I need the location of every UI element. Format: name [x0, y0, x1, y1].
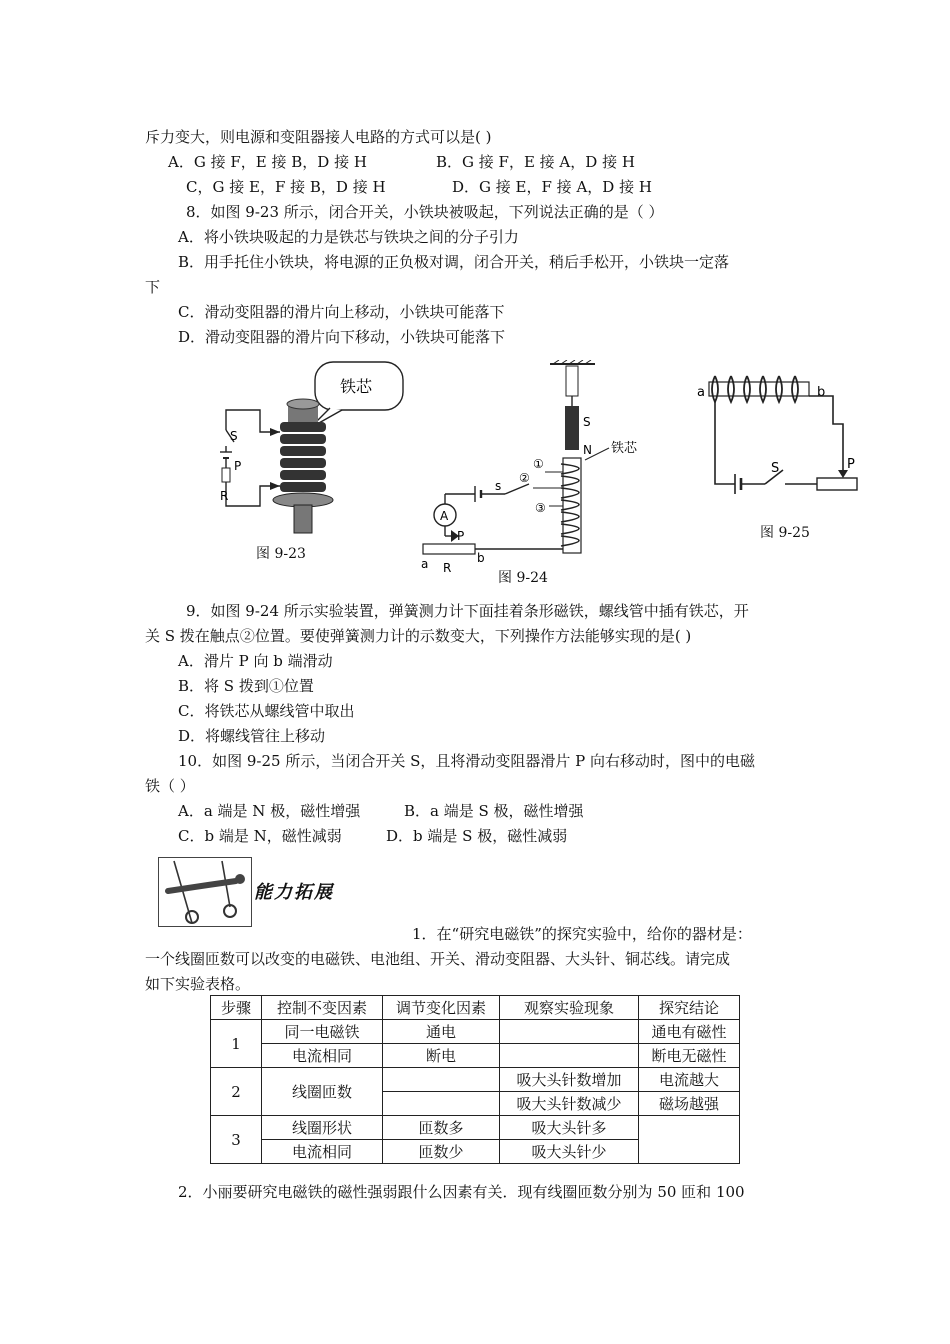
fig23-caption: 图 9-23 [256, 546, 306, 562]
q8-option-b: B．用手托住小铁块，将电源的正负极对调，闭合开关，稍后手松开，小铁块一定落 [178, 253, 730, 271]
q7-intro: 斥力变大，则电源和变阻器接人电路的方式可以是( ) [145, 128, 492, 146]
figure-9-24 [415, 360, 655, 575]
q10-option-a: A．a 端是 N 极，磁性增强 [178, 802, 361, 820]
q10-option-c: C．b 端是 N，磁性减弱 [178, 827, 342, 845]
gymnast-icon [158, 857, 252, 927]
row2-adjust-a[interactable] [383, 1068, 500, 1092]
q10-stem: 10．如图 9-25 所示，当闭合开关 S，且将滑动变阻器滑片 P 向右移动时，图中的电磁 [178, 752, 755, 770]
row2-observe-b: 吸大头针数减少 [500, 1092, 639, 1116]
fig25-label-s: S [771, 461, 780, 476]
fig24-label-p: P [457, 529, 465, 543]
q9-option-c: C．将铁芯从螺线管中取出 [178, 702, 355, 720]
row3-adjust-a: 匝数多 [383, 1116, 500, 1140]
q9-option-d: D．将螺线管往上移动 [178, 727, 326, 745]
row1-adjust-b: 断电 [383, 1044, 500, 1068]
row2-adjust-b[interactable] [383, 1092, 500, 1116]
fig24-label-core: 铁芯 [611, 441, 638, 456]
table-row [211, 1044, 740, 1068]
table-row [211, 1068, 740, 1092]
row3-control-a: 线圈形状 [262, 1116, 383, 1140]
q8-option-c: C．滑动变阻器的滑片向上移动，小铁块可能落下 [178, 303, 505, 321]
q9-option-b: B．将 S 拨到①位置 [178, 677, 314, 695]
section-title: 能力拓展 [254, 882, 334, 903]
header-conclusion: 探究结论 [639, 996, 740, 1020]
row2-conclusion-a: 电流越大 [639, 1068, 740, 1092]
header-observe: 观察实验现象 [500, 996, 639, 1020]
ext1-line3: 如下实验表格。 [145, 975, 251, 993]
fig25-caption: 图 9-25 [760, 525, 810, 541]
header-step: 步骤 [211, 996, 262, 1020]
fig25-label-p: P [847, 457, 855, 472]
q8-option-d: D．滑动变阻器的滑片向下移动，小铁块可能落下 [178, 328, 506, 346]
row3-observe-b: 吸大头针少 [500, 1140, 639, 1164]
figure-9-25 [695, 360, 870, 500]
row3-step: 3 [211, 1116, 262, 1164]
row2-step: 2 [211, 1068, 262, 1116]
fig25-label-b: b [817, 385, 826, 400]
ext2-line1: 2．小丽要研究电磁铁的磁性强弱跟什么因素有关．现有线圈匝数分别为 50 匝和 100 [178, 1183, 745, 1201]
row1-control-a: 同一电磁铁 [262, 1020, 383, 1044]
q8-option-a: A．将小铁块吸起的力是铁芯与铁块之间的分子引力 [178, 228, 519, 246]
fig24-contact-1: ① [533, 457, 544, 471]
figure-9-23 [210, 360, 410, 550]
fig24-contact-2: ② [519, 471, 530, 485]
fig24-switch-s: s [495, 479, 502, 493]
q7-option-a: A．G 接 F，E 接 B，D 接 H [168, 153, 367, 171]
fig23-bubble-label: 铁芯 [340, 377, 373, 396]
fig24-ammeter: A [440, 509, 449, 523]
fig24-label-s: S [583, 415, 591, 429]
q10-option-d: D．b 端是 S 极，磁性减弱 [386, 827, 568, 845]
fig23-label-s: S [230, 429, 238, 443]
q10-stem-cont: 铁（ ） [145, 777, 195, 795]
experiment-table [210, 995, 740, 1164]
row1-conclusion-b: 断电无磁性 [639, 1044, 740, 1068]
row2-control: 线圈匝数 [262, 1068, 383, 1116]
row3-adjust-b: 匝数少 [383, 1140, 500, 1164]
q8-option-b-cont: 下 [145, 278, 161, 296]
q7-option-c: C，G 接 E，F 接 B，D 接 H [186, 178, 386, 196]
header-control: 控制不变因素 [262, 996, 383, 1020]
fig24-label-r: R [443, 561, 452, 575]
fig24-caption: 图 9-24 [498, 570, 548, 586]
row2-observe-a: 吸大头针数增加 [500, 1068, 639, 1092]
q10-option-b: B．a 端是 S 极，磁性增强 [404, 802, 584, 820]
fig24-contact-3: ③ [535, 501, 546, 515]
fig24-label-n: N [583, 443, 592, 457]
row1-adjust-a: 通电 [383, 1020, 500, 1044]
row3-control-b: 电流相同 [262, 1140, 383, 1164]
q7-option-d: D．G 接 E，F 接 A，D 接 H [452, 178, 652, 196]
row2-conclusion-b: 磁场越强 [639, 1092, 740, 1116]
header-adjust: 调节变化因素 [383, 996, 500, 1020]
table-row [211, 1116, 740, 1140]
fig25-label-a: a [697, 385, 705, 400]
row1-conclusion-a: 通电有磁性 [639, 1020, 740, 1044]
fig23-label-p: P [234, 459, 242, 473]
table-row [211, 1020, 740, 1044]
q9-stem: 9．如图 9-24 所示实验装置，弹簧测力计下面挂着条形磁铁，螺线管中插有铁芯，开 [186, 602, 749, 620]
row1-control-b: 电流相同 [262, 1044, 383, 1068]
q9-option-a: A．滑片 P 向 b 端滑动 [178, 652, 333, 670]
fig24-label-a: a [421, 557, 429, 571]
ext1-line2: 一个线圈匝数可以改变的电磁铁、电池组、开关、滑动变阻器、大头针、铜芯线。请完成 [145, 950, 731, 968]
row1-observe-b[interactable] [500, 1044, 639, 1068]
q7-option-b: B．G 接 F，E 接 A，D 接 H [436, 153, 635, 171]
table-header-row [211, 996, 740, 1020]
fig23-label-r: R [220, 489, 229, 503]
row1-observe-a[interactable] [500, 1020, 639, 1044]
row3-conclusion[interactable] [639, 1116, 740, 1164]
row3-observe-a: 吸大头针多 [500, 1116, 639, 1140]
q8-stem: 8．如图 9-23 所示，闭合开关，小铁块被吸起，下列说法正确的是（ ） [186, 203, 664, 221]
fig24-label-b: b [477, 551, 485, 565]
ext1-line1: 1．在“研究电磁铁”的探究实验中，给你的器材是： [412, 925, 752, 943]
q9-stem-cont: 关 S 拨在触点②位置。要使弹簧测力计的示数变大，下列操作方法能够实现的是( ) [145, 627, 692, 645]
row1-step: 1 [211, 1020, 262, 1068]
